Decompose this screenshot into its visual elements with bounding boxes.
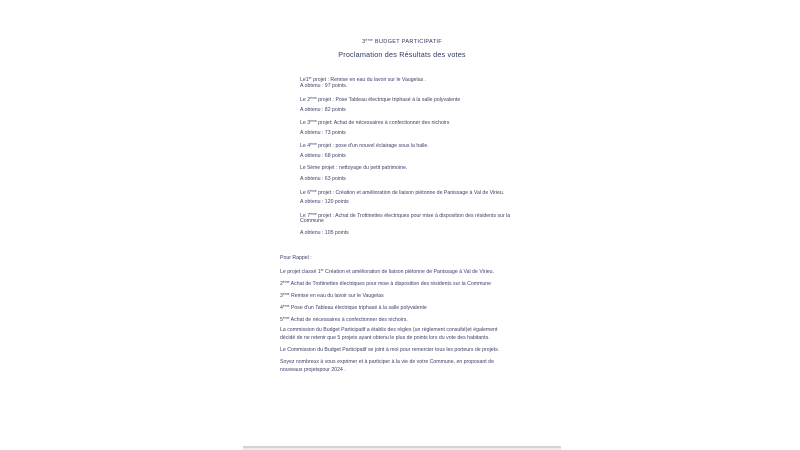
page-title: Proclamation des Résultats des votes bbox=[338, 50, 466, 59]
project-2-score: A obtenu : 82 points bbox=[300, 107, 346, 113]
project-4-text: projet : pose d'un nouvel éclairage sous la halle. bbox=[316, 143, 429, 149]
thanks-line: Le Commission du Budget Participatif se joint à moi pour remercier tous les porteurs de projets. bbox=[280, 347, 500, 353]
project-2-prefix: Le 2 bbox=[300, 97, 311, 103]
project-4-sup: ème bbox=[310, 142, 317, 146]
rappel-item-5 bbox=[280, 315, 408, 324]
rappel-first-prefix: Le projet classé 1 bbox=[280, 269, 321, 275]
rappel-item-5-rank: 5 bbox=[280, 317, 283, 323]
project-1-score: A obtenu : 97 points. bbox=[300, 83, 348, 89]
rappel-item-2-rank: 2 bbox=[280, 281, 283, 287]
rappel-heading: Pour Rappel : bbox=[280, 255, 312, 261]
project-7-line bbox=[300, 211, 510, 220]
rappel-item-4-rank: 4 bbox=[280, 305, 283, 311]
rappel-first-text: Création et amélioration de liaison piétonne de Panissage à Val de Virieu. bbox=[323, 269, 494, 275]
rappel-item-3-sup: ème bbox=[282, 292, 290, 296]
project-1-prefix: Le1 bbox=[300, 77, 309, 83]
project-5-prefix: Le 5ème bbox=[300, 165, 321, 171]
document-page bbox=[243, 0, 561, 448]
project-5-line bbox=[300, 165, 407, 172]
budget-participatif-label: BUDGET PARTICIPATIF bbox=[374, 39, 442, 45]
project-1-sup: er bbox=[308, 76, 312, 80]
rappel-item-2-text: Achat de Trottinettes électriques pour mise à disposition des résidents sur la Commune bbox=[289, 281, 492, 287]
project-6-text: projet : Création et amélioration de liaison piétonne de Panissage à Val de Virieu. bbox=[316, 190, 505, 196]
rappel-item-5-text: Achat de nécessaires à confectionner des nichoirs. bbox=[289, 317, 408, 323]
project-6-prefix: Le 6 bbox=[300, 190, 311, 196]
project-6-line bbox=[300, 188, 504, 197]
commission-line-1: La commission du Budget Participatif a établis des règles (un règlement consulté)et également bbox=[280, 327, 498, 333]
project-5-score: A obtenu : 63 points bbox=[300, 176, 346, 182]
rappel-item-4-sup: ème bbox=[282, 304, 290, 308]
project-1-text: projet : Remise en eau du lavoir sur le Vaugelas . bbox=[311, 77, 427, 83]
project-2-sup: ème bbox=[310, 96, 317, 100]
project-7-text: projet : Achat de Trottinettes électriques pour mise à disposition des résidents sur la bbox=[316, 213, 511, 219]
commission-line-2: décidé de ne retenir que 5 projets ayant obtenu le plus de points lors du vote des habitants. bbox=[280, 335, 490, 341]
project-4-line bbox=[300, 141, 429, 150]
rappel-item-5-sup: ème bbox=[282, 316, 290, 320]
project-4-prefix: Le 4 bbox=[300, 143, 311, 149]
project-3-line bbox=[300, 118, 449, 127]
rappel-item-4-text: Pose d'un Tableau électrique triphasé à la salle polyvalente bbox=[289, 305, 427, 311]
rank-number: 3 bbox=[362, 39, 366, 45]
rappel-item-2 bbox=[280, 279, 491, 288]
rappel-item-3 bbox=[280, 291, 384, 300]
project-2-text: projet : Pose Tableau électrique triphasé à la salle polyvalente bbox=[316, 97, 461, 103]
rappel-first-sup: er bbox=[320, 268, 324, 272]
project-3-sup: ème bbox=[310, 119, 317, 123]
closing-line-1: Soyez nombreux à vous exprimer et à participer à la vie de votre Commune, en proposant de bbox=[280, 359, 494, 365]
project-6-score: A obtenu : 120 points bbox=[300, 199, 349, 205]
project-5-text: projet : nettoyage du petit patrimoine. bbox=[320, 165, 408, 171]
rappel-item-3-text: Remise en eau du lavoir sur le Vaugelas bbox=[289, 293, 384, 299]
rappel-first-line bbox=[280, 267, 494, 276]
project-7-score: A obtenu : 105 points bbox=[300, 230, 349, 236]
project-7-line-2: Commune bbox=[300, 218, 324, 224]
rappel-item-4 bbox=[280, 303, 427, 312]
project-2-line bbox=[300, 95, 460, 104]
project-3-text: projet: Achat de nécessaires à confectionner des nichoirs bbox=[316, 120, 450, 126]
project-4-score: A obtenu : 68 points bbox=[300, 153, 346, 159]
rank-suffix: ème bbox=[365, 38, 374, 42]
closing-line-2: nouveaux projetspour 2024 . bbox=[280, 367, 346, 373]
project-6-sup: ème bbox=[310, 189, 317, 193]
project-7-prefix: Le 7 bbox=[300, 213, 311, 219]
rappel-item-2-sup: ème bbox=[282, 280, 290, 284]
project-3-prefix: Le 3 bbox=[300, 120, 311, 126]
budget-label bbox=[243, 38, 561, 45]
project-3-score: A obtenu : 73 points bbox=[300, 130, 346, 136]
project-7-sup: ème bbox=[310, 212, 317, 216]
rappel-item-3-rank: 3 bbox=[280, 293, 283, 299]
